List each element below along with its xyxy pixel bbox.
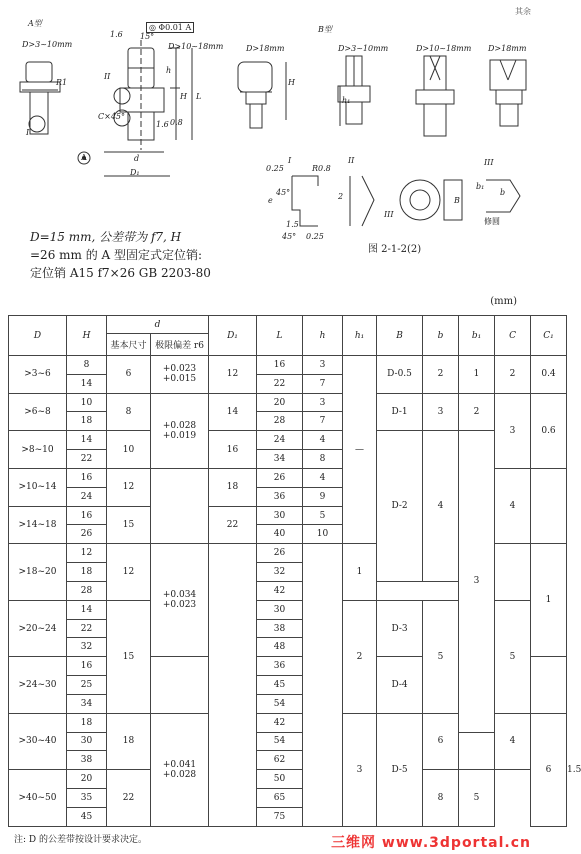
cell-b: 4 [423,431,459,582]
header-d: d [107,316,209,334]
cell-D: >8~10 [9,431,67,469]
cell-H: 26 [67,525,107,544]
header-d-dev: 极限偏差 r6 [151,334,209,356]
cell-L: 26 [257,468,303,487]
header-b: b [423,316,459,356]
label-type-b: B型 [318,25,332,34]
cell-H: 28 [67,581,107,600]
cell-h: 7 [303,412,343,431]
label-r1: R1 [56,78,68,87]
cell-H: 22 [67,619,107,638]
label-b-detail: b [500,188,506,197]
cell-B: D-4 [377,657,423,713]
cell-b: 6 [423,713,459,769]
dev-upper: +0.023 [162,364,197,375]
cell-L: 62 [257,751,303,770]
header-d-basic: 基本尺寸 [107,334,151,356]
cell-C1-blank [531,657,567,713]
cell-dev [151,713,209,826]
header-C1: C₁ [531,316,567,356]
cell-d-basic: 15 [107,600,151,713]
dev-upper: +0.028 [162,420,197,431]
label-b2: D>3~10mm [338,44,389,53]
cell-dev [151,356,209,394]
cell-H: 25 [67,676,107,695]
cell-L: 36 [257,487,303,506]
cell-D1: 18 [209,468,257,506]
cell-D1-blank [209,544,257,827]
header-B: B [377,316,423,356]
cell-L: 54 [257,732,303,751]
label-b3: D>10~18mm [416,44,472,53]
cell-B: D-5 [377,713,423,826]
cell-D: >24~30 [9,657,67,713]
cell-d-basic: 22 [107,770,151,827]
cell-dev-blank [151,468,209,543]
cell-d-basic: 18 [107,713,151,769]
label-a-d1: D>3~10mm [22,40,73,49]
label-a-d2: D>10~18mm [168,42,224,51]
label-hh: h [166,66,172,75]
label-b-h: H [288,78,295,87]
label-tolerance: ◎ Φ0.01 A [146,22,194,33]
label-45deg-b: 45° [282,232,297,241]
cell-H: 8 [67,356,107,375]
cell-D: >3~6 [9,356,67,394]
cell-L: 36 [257,657,303,676]
label-b1: D>18mm [246,44,285,53]
cell-H: 14 [67,431,107,450]
cell-h: 9 [303,487,343,506]
cell-C: 6 [531,713,567,826]
label-detail-iii: III [484,158,494,167]
cell-L: 28 [257,412,303,431]
cell-b1: 1 [459,356,495,394]
label-45deg: 45° [276,188,291,197]
label-ra3: 0.8 [170,118,183,127]
cell-L: 24 [257,431,303,450]
cell-H: 18 [67,412,107,431]
label-b-h1: h₁ [342,96,351,105]
cell-H: 10 [67,393,107,412]
cell-D: >6~8 [9,393,67,431]
label-2: 2 [338,192,344,201]
text-line-1: D=15 mm, 公差带为 f7, H [30,230,182,244]
cell-h1: 2 [343,600,377,713]
label-detail-iii-2: III [384,210,394,219]
cell-H: 16 [67,657,107,676]
cell-h1: 3 [343,713,377,826]
cell-D1: 16 [209,431,257,469]
text-line-2: =26 mm 的 A 型固定式定位销: [30,248,203,262]
label-ra2: 1.6 [156,120,169,129]
label-e: e [268,196,273,205]
cell-C: 3 [495,393,531,468]
cell-b: 2 [423,356,459,394]
cell-H: 18 [67,713,107,732]
cell-L: 42 [257,581,303,600]
cell-D: >10~14 [9,468,67,506]
dev-lower: +0.019 [162,430,197,441]
cell-H: 34 [67,694,107,713]
cell-b1: 4 [495,713,531,769]
label-trim: 修圆 [484,217,500,226]
cell-d-basic: 12 [107,544,151,600]
cell-L: 75 [257,807,303,826]
header-H: H [67,316,107,356]
cell-L: 20 [257,393,303,412]
cell-b: 8 [423,770,459,827]
cell-C1: 1 [531,544,567,657]
cell-L: 50 [257,770,303,789]
cell-h: 10 [303,525,343,544]
label-d: d [134,154,140,163]
cell-D: >14~18 [9,506,67,544]
cell-L: 30 [257,506,303,525]
cell-H: 22 [67,450,107,469]
cell-b1: 5 [459,770,495,827]
cell-D1: 14 [209,393,257,431]
label-b4: D>18mm [488,44,527,53]
cell-H: 14 [67,374,107,393]
label-detail-ii-2: II [348,156,355,165]
label-1-5: 1.5 [286,220,299,229]
cell-D: >20~24 [9,600,67,656]
cell-h: 5 [303,506,343,525]
corner-text: 其余 [515,7,531,16]
cell-H: 20 [67,770,107,789]
cell-L: 16 [257,356,303,375]
label-0-25b: 0.25 [306,232,324,241]
cell-B: D-1 [377,393,423,431]
cell-d-basic: 15 [107,506,151,544]
dev-lower: +0.023 [162,600,197,611]
cell-H: 24 [67,487,107,506]
cell-h1: — [343,356,377,544]
watermark: 三维网 www.3dportal.cn [331,835,531,851]
cell-d-basic: 10 [107,431,151,469]
label-b1-detail: b₁ [476,182,485,191]
cell-C1: 0.4 [531,356,567,394]
cell-H: 30 [67,732,107,751]
cell-h: 4 [303,468,343,487]
table-note: 注: D 的公差带按设计要求决定。 [14,835,147,845]
header-D: D [9,316,67,356]
cell-L: 34 [257,450,303,469]
cell-L: 30 [257,600,303,619]
label-d1: D₁ [130,168,140,177]
label-type-a: A型 [28,19,42,28]
example-text [30,228,230,282]
cell-D: >18~20 [9,544,67,600]
cell-D1: 22 [209,506,257,544]
cell-D: >40~50 [9,770,67,827]
label-l: L [196,92,202,101]
cell-b: 5 [423,600,459,713]
cell-d-basic: 12 [107,468,151,506]
cell-H: 32 [67,638,107,657]
cell-b1: 2 [459,393,495,431]
cell-dev [151,544,209,657]
label-h: H [180,92,187,101]
cell-H: 38 [67,751,107,770]
cell-d-basic: 6 [107,356,151,394]
cell-C-blank [495,544,531,600]
cell-L: 54 [257,694,303,713]
figure-caption: 图 2-1-2(2) [368,244,422,255]
header-D1: D₁ [209,316,257,356]
cell-H: 35 [67,789,107,808]
label-detail-ii: II [104,72,111,81]
cell-dev-blank [151,657,209,713]
cell-H: 12 [67,544,107,563]
cell-H: 14 [67,600,107,619]
cell-H: 16 [67,506,107,525]
cell-H: 45 [67,807,107,826]
cell-L: 38 [257,619,303,638]
label-detail-i-2: I [288,156,292,165]
cell-h: 8 [303,450,343,469]
cell-h1: 1 [343,544,377,600]
cell-B: D-2 [377,431,423,582]
cell-C: 4 [495,468,531,543]
cell-B: D-0.5 [377,356,423,394]
label-r0-8: R0.8 [312,164,331,173]
spec-table: D H d D₁ L h h₁ B b b₁ C C₁ 基本尺寸 极限偏差 r6 >3~6 8 6 +0.023 +0.015 12 16 3 — D-0.5 2 1 2 0.4 14 22 7 >6~8 10 8 +0.028 +0.019 14 20 3 D-1 3 2 3 0.6 18 28 7 >8~10 14 10 16 24 4 D-2 4 3 22 34 8 >10~14 16 12 18 26 4 4 24 36 9 >14~18 16 15 22 30 5 26 40 10 >18~20 12 12 +0.034 +0.023 26 1 1 18 32 28 42 >20~24 14 15 30 2 D-3 5 5 22 38 32 48 >24~30 16 36 D-4 25 45 34 54 >30~40 18 18 +0.041 +0.028 42 3 D-5 6 4 6 1.5 30 54 38 62 >40~50 20 22 50 8 5 35 65 45 75 [8,315,567,827]
cell-L: 48 [257,638,303,657]
cell-C1-blank [531,468,567,543]
header-h: h [303,316,343,356]
cell-L: 45 [257,676,303,695]
cell-h: 7 [303,374,343,393]
units-label: (mm) [490,296,517,307]
text-line-3: 定位销 A15 f7×26 GB 2203-80 [30,266,211,280]
cell-h: 4 [303,431,343,450]
dev-lower: +0.015 [162,374,197,385]
cell-h: 3 [303,356,343,375]
cell-d-basic: 8 [107,393,151,431]
header-h1: h₁ [343,316,377,356]
cell-C1: 0.6 [531,393,567,468]
cell-C: 5 [495,600,531,713]
cell-D1: 12 [209,356,257,394]
label-detail-i: I [26,128,30,137]
cell-H: 18 [67,563,107,582]
label-datum: A [81,153,87,162]
cell-L: 65 [257,789,303,808]
cell-L: 22 [257,374,303,393]
header-b1: b₁ [459,316,495,356]
label-ra1: 1.6 [110,30,123,39]
cell-C: 2 [495,356,531,394]
dev-upper: +0.041 [162,759,197,770]
cell-L: 42 [257,713,303,732]
cell-L: 40 [257,525,303,544]
cell-L: 26 [257,544,303,563]
dev-upper: +0.034 [162,590,197,601]
header-C: C [495,316,531,356]
cell-h-blank [303,544,343,827]
label-chamfer: C×45° [98,112,126,121]
label-0-25: 0.25 [266,164,284,173]
label-bb: B [454,196,460,205]
cell-h: 3 [303,393,343,412]
cell-D: >30~40 [9,713,67,769]
cell-dev [151,393,209,468]
cell-b1: 3 [459,431,495,732]
cell-L: 32 [257,563,303,582]
dev-lower: +0.028 [162,769,197,780]
cell-b: 3 [423,393,459,431]
cell-B: D-3 [377,600,423,656]
cell-H: 16 [67,468,107,487]
header-L: L [257,316,303,356]
label-15deg: 15° [140,32,155,41]
